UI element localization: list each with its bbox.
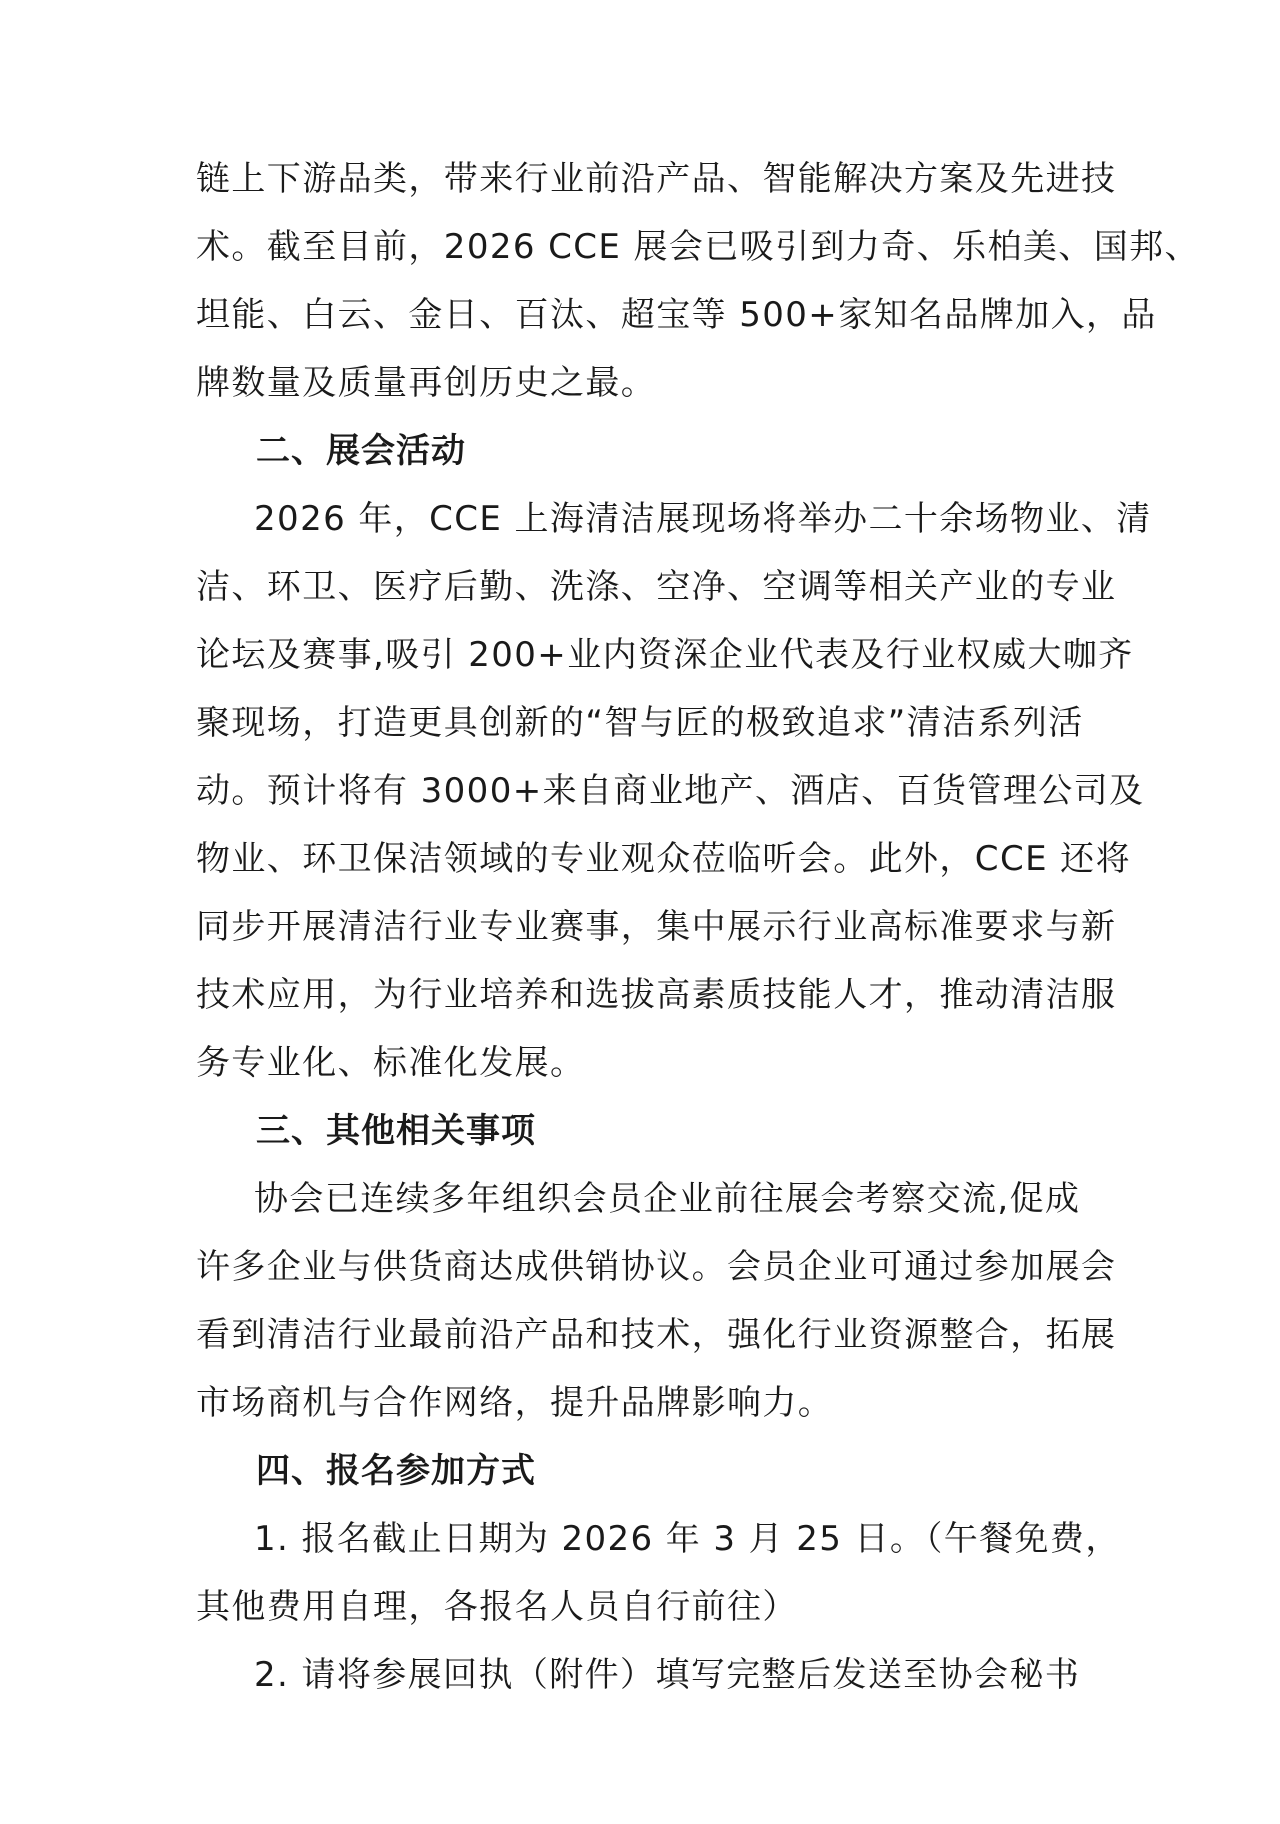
section-heading-activities: 二、展会活动: [256, 431, 466, 471]
body-text-line: 物业、环卫保洁领域的专业观众莅临听会。此外，CCE 还将: [196, 839, 1131, 879]
section-heading-other-matters: 三、其他相关事项: [256, 1111, 536, 1151]
body-text-line: 动。预计将有 3000+来自商业地产、酒店、百货管理公司及: [196, 771, 1145, 811]
body-text-line: 聚现场，打造更具创新的“智与匠的极致追求”清洁系列活: [196, 703, 1084, 743]
body-text-line: 2026 年，CCE 上海清洁展现场将举办二十余场物业、清: [254, 499, 1152, 539]
body-text-line: 牌数量及质量再创历史之最。: [196, 363, 657, 403]
body-text-line: 协会已连续多年组织会员企业前往展会考察交流,促成: [254, 1179, 1081, 1219]
body-text-line: 技术应用，为行业培养和选拔高素质技能人才，推动清洁服: [196, 975, 1117, 1015]
body-text-line: 其他费用自理，各报名人员自行前往）: [196, 1587, 798, 1627]
body-text-line: 坦能、白云、金日、百汰、超宝等 500+家知名品牌加入，品: [196, 295, 1157, 335]
section-heading-registration: 四、报名参加方式: [256, 1451, 536, 1491]
body-text-line: 论坛及赛事,吸引 200+业内资深企业代表及行业权威大咖齐: [196, 635, 1134, 675]
body-text-line: 市场商机与合作网络，提升品牌影响力。: [196, 1383, 834, 1423]
body-text-line: 术。截至目前，2026 CCE 展会已吸引到力奇、乐柏美、国邦、: [196, 227, 1200, 267]
body-text-line: 2. 请将参展回执（附件）填写完整后发送至协会秘书: [254, 1655, 1081, 1695]
body-text-line: 许多企业与供货商达成供销协议。会员企业可通过参加展会: [196, 1247, 1117, 1287]
body-text-line: 洁、环卫、医疗后勤、洗涤、空净、空调等相关产业的专业: [196, 567, 1117, 607]
body-text-line: 同步开展清洁行业专业赛事，集中展示行业高标准要求与新: [196, 907, 1117, 947]
body-text-line: 1. 报名截止日期为 2026 年 3 月 25 日。（午餐免费，: [254, 1519, 1121, 1559]
document-body: [196, 145, 1200, 1709]
body-text-line: 链上下游品类，带来行业前沿产品、智能解决方案及先进技: [196, 159, 1117, 199]
body-text-line: 务专业化、标准化发展。: [196, 1043, 586, 1083]
body-text-line: 看到清洁行业最前沿产品和技术，强化行业资源整合，拓展: [196, 1315, 1117, 1355]
